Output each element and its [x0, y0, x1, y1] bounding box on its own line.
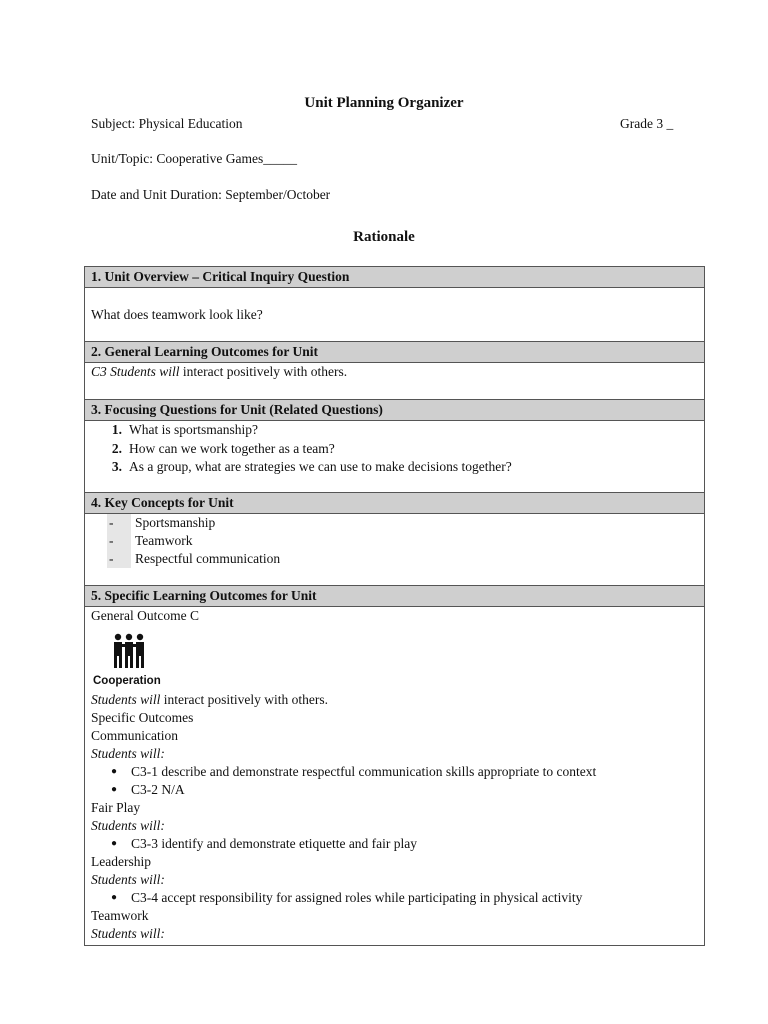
three-people-icon	[113, 633, 145, 669]
section-specific-outcomes	[85, 586, 704, 945]
item-text: How can we work together as a team?	[129, 440, 335, 456]
list-item: - Teamwork	[109, 533, 193, 548]
specific-outcomes-body	[85, 607, 704, 945]
section-key-concepts	[85, 493, 704, 586]
item-number: 2.	[111, 440, 122, 456]
section-heading: 3. Focusing Questions for Unit (Related Questions)	[85, 400, 704, 421]
general-outcome-text	[85, 363, 704, 399]
item-text: Sportsmanship	[135, 515, 216, 530]
students-will-label: Students will:	[91, 926, 165, 941]
section-heading: 1. Unit Overview – Critical Inquiry Question	[85, 267, 704, 288]
leadership-label: Leadership	[91, 854, 151, 869]
outcome-c3-2: C3-2 N/A	[131, 782, 185, 797]
item-number: 1.	[111, 422, 122, 437]
grade-line: Grade 3 _	[620, 116, 674, 131]
communication-label: Communication	[91, 728, 178, 743]
students-will-label: Students will:	[91, 746, 165, 761]
list-item	[85, 421, 704, 440]
students-will-prefix: Students will	[91, 692, 161, 707]
fair-play-label: Fair Play	[91, 800, 141, 815]
section-general-outcomes	[85, 342, 704, 400]
item-text: Respectful communication	[135, 551, 281, 566]
item-text: What is sportsmanship?	[129, 422, 258, 437]
list-item	[85, 458, 704, 477]
students-will-label: Students will:	[91, 872, 165, 887]
date-duration-line: Date and Unit Duration: September/October	[91, 187, 331, 202]
section-focusing-questions	[85, 400, 704, 493]
planning-table	[84, 266, 705, 946]
list-item: - Sportsmanship	[109, 515, 216, 530]
rationale-heading: Rationale	[353, 229, 415, 245]
outcome-c3-1: C3-1 describe and demonstrate respectful communication skills appropriate to context	[131, 764, 597, 779]
students-will-line	[91, 691, 698, 709]
page-title: Unit Planning Organizer	[304, 95, 464, 111]
teamwork-label: Teamwork	[91, 908, 149, 923]
list-item	[85, 440, 704, 459]
cooperation-label: Cooperation	[93, 675, 161, 687]
unit-topic-line: Unit/Topic: Cooperative Games_____	[91, 151, 298, 166]
students-will-label: Students will:	[91, 818, 165, 833]
list-item: - Respectful communication	[109, 551, 281, 566]
outcome-c3-4: C3-4 accept responsibility for assigned roles while participating in physical activity	[131, 890, 583, 905]
students-will-text: interact positively with others.	[160, 692, 328, 707]
outcome-c3-3: C3-3 identify and demonstrate etiquette and fair play	[131, 836, 418, 851]
list-item: ● C3-2 N/A	[110, 782, 185, 797]
section-heading: 5. Specific Learning Outcomes for Unit	[85, 586, 704, 607]
item-text: Teamwork	[135, 533, 193, 548]
section-heading: 4. Key Concepts for Unit	[85, 493, 704, 514]
list-item: ● C3-4 accept responsibility for assigned roles while participating in physical activity	[110, 890, 583, 905]
key-concepts-list	[85, 514, 704, 585]
list-item: ● C3-1 describe and demonstrate respectful communication skills appropriate to context	[110, 764, 597, 779]
item-number: 3.	[111, 459, 122, 474]
section-unit-overview	[85, 267, 704, 342]
list-item: ● C3-3 identify and demonstrate etiquette and fair play	[110, 836, 418, 851]
outcome-prefix: C3 Students will	[91, 364, 180, 379]
inquiry-question-text: What does teamwork look like?	[91, 306, 263, 322]
focusing-questions-list	[85, 421, 704, 492]
specific-outcomes-label: Specific Outcomes	[91, 710, 194, 725]
section-heading: 2. General Learning Outcomes for Unit	[85, 342, 704, 363]
general-outcome-label: General Outcome C	[91, 608, 199, 623]
cooperation-figure	[91, 625, 698, 691]
subject-line: Subject: Physical Education	[91, 116, 243, 131]
inquiry-question	[85, 288, 704, 341]
outcome-text: interact positively with others.	[179, 364, 348, 379]
item-text: As a group, what are strategies we can use to make decisions together?	[129, 459, 512, 474]
